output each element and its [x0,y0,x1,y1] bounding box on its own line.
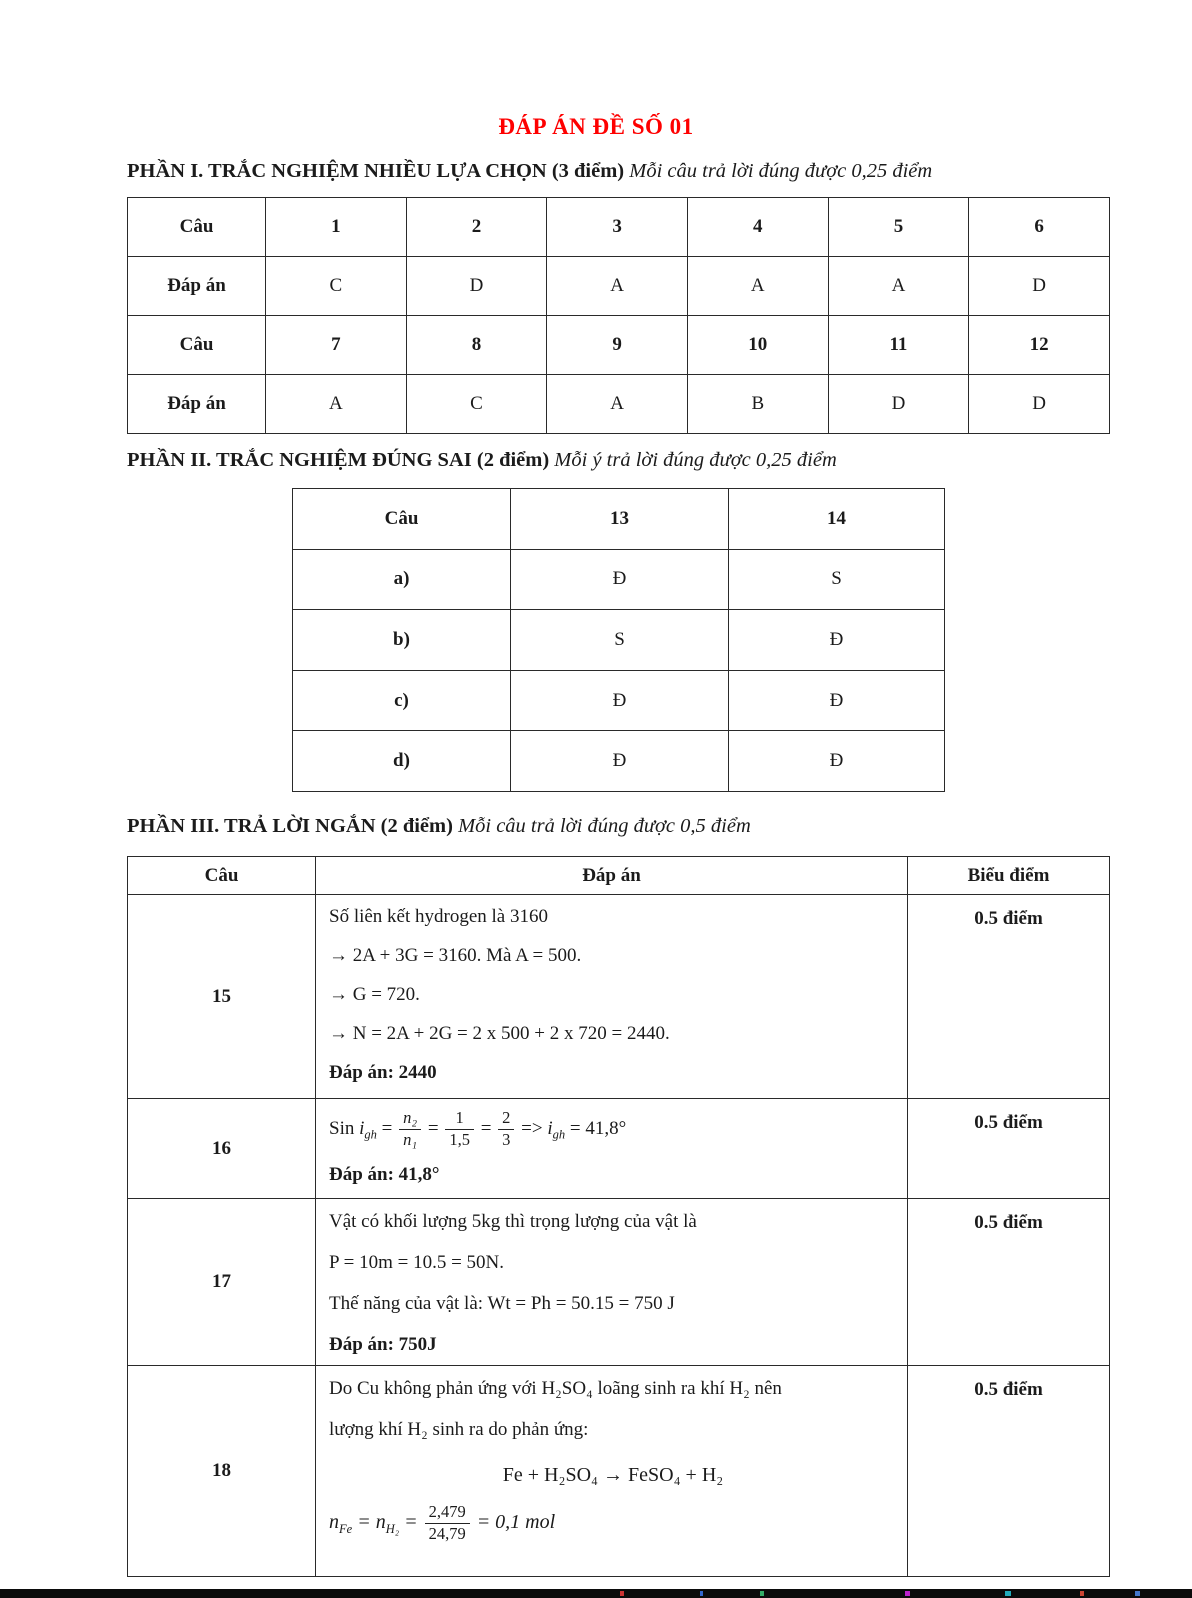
solution-line: Thế năng của vật là: Wt = Ph = 50.15 = 750 J [329,1293,675,1314]
formula-text: = [352,1511,376,1534]
score-cell: 0.5 điểm [908,1099,1110,1199]
table-row [293,489,945,550]
table-row [128,375,1110,434]
table-cell: 5 [828,198,969,257]
part1-heading-italic: Mỗi câu trả lời đúng được 0,25 điểm [629,160,933,182]
answer-cell: Đ [729,610,945,671]
formula-text: i [547,1117,553,1139]
formula-text: => [516,1117,548,1139]
table-cell: 6 [969,198,1110,257]
table-row [128,857,1110,895]
table-cell: Đáp án [128,375,266,434]
table-cell: 14 [729,489,945,550]
part3-heading-bold: PHẦN III. TRẢ LỜI NGẮN (2 điểm) [127,815,453,837]
table-cell: 7 [266,316,407,375]
question-number: 16 [128,1099,316,1199]
table-cell: Đáp án [128,257,266,316]
answer-cell: C [266,257,407,316]
answer-cell: D [969,375,1110,434]
answer-content [316,895,908,1099]
solution-line: Số liên kết hydrogen là 3160 [329,906,548,927]
fraction-denominator: 1,5 [449,1129,470,1149]
answer-content [316,1366,908,1577]
solution-line: Vật có khối lượng 5kg thì trọng lượng của vật là [329,1211,697,1232]
solution-formula [329,1503,897,1544]
final-answer: Đáp án: 2440 [329,1062,437,1083]
part1-heading [127,160,1167,183]
formula-text: = [423,1117,444,1139]
table-cell: 1 [266,198,407,257]
answer-cell: A [266,375,407,434]
answer-cell: S [729,549,945,610]
answer-cell: A [687,257,828,316]
answer-content [316,1199,908,1366]
formula-sub: Fe [339,1522,353,1537]
table-cell: 13 [511,489,729,550]
formula-text: = [399,1511,423,1534]
question-number: 18 [128,1366,316,1577]
answer-cell: D [828,375,969,434]
table-cell: Đáp án [316,857,908,895]
table-cell: 9 [547,316,688,375]
answer-cell: D [406,257,547,316]
answer-content [316,1099,908,1199]
solution-line: P = 10m = 10.5 = 50N. [329,1252,505,1273]
answer-cell: Đ [511,549,729,610]
part3-heading [127,815,1167,838]
answer-cell: S [511,610,729,671]
score-cell: 0.5 điểm [908,895,1110,1099]
bar-speck [620,1591,624,1596]
bottom-edge-bar [0,1589,1192,1598]
page-title: ĐÁP ÁN ĐỀ SỐ 01 [498,114,694,139]
table-row [293,549,945,610]
answer-cell: C [406,375,547,434]
table-row [293,731,945,792]
score-cell: 0.5 điểm [908,1366,1110,1577]
table-cell: 8 [406,316,547,375]
answer-cell: B [687,375,828,434]
formula-text: i [359,1117,365,1139]
fraction-numerator: n₂ [399,1109,421,1130]
fraction-denominator: n₁ [403,1129,418,1149]
formula-sub: H₂ [385,1522,400,1537]
part1-answer-table [127,197,1110,434]
table-cell: a) [293,549,511,610]
table-row-q15 [128,895,1110,1099]
answer-cell: Đ [729,670,945,731]
table-row-q17 [128,1199,1110,1366]
solution-line: Do Cu không phản ứng với H₂SO₄ loãng sinh ra khí H₂ nên [329,1378,782,1399]
formula-sub: gh [364,1127,377,1142]
table-row [293,610,945,671]
part2-heading-italic: Mỗi ý trả lời đúng được 0,25 điểm [554,449,837,471]
bar-speck [1135,1591,1140,1596]
table-cell: 10 [687,316,828,375]
table-row-q18 [128,1366,1110,1577]
formula-sub: gh [552,1127,566,1142]
table-cell: Câu [293,489,511,550]
question-number: 15 [128,895,316,1099]
table-cell: 2 [406,198,547,257]
solution-formula [329,1109,897,1150]
fraction-denominator: 3 [502,1129,511,1149]
fraction [399,1109,421,1150]
bar-speck [1080,1591,1084,1596]
table-cell: 11 [828,316,969,375]
answer-cell: A [547,257,688,316]
bar-speck [1005,1591,1011,1596]
formula-text: Sin [329,1117,360,1139]
formula-text: n [375,1511,386,1534]
formula-text: = [475,1117,497,1139]
table-cell: Biểu điểm [908,857,1110,895]
table-row [128,198,1110,257]
fraction [498,1109,514,1150]
fraction-numerator: 1 [445,1109,474,1130]
table-row [293,670,945,731]
table-cell: 12 [969,316,1110,375]
part2-heading-bold: PHẦN II. TRẮC NGHIỆM ĐÚNG SAI (2 điểm) [127,449,550,471]
table-cell: Câu [128,316,266,375]
part2-heading [127,449,1167,472]
fraction [445,1109,474,1150]
table-cell: Câu [128,198,266,257]
answer-cell: A [828,257,969,316]
table-row [128,257,1110,316]
score-cell: 0.5 điểm [908,1199,1110,1366]
part3-short-answer-table [127,856,1110,1577]
answer-cell: A [547,375,688,434]
fraction-denominator: 24,79 [428,1523,466,1543]
part1-heading-bold: PHẦN I. TRẮC NGHIỆM NHIỀU LỰA CHỌN (3 điểm) [127,160,625,182]
solution-line: → G = 720. [329,984,420,1005]
table-cell: Câu [128,857,316,895]
table-cell: d) [293,731,511,792]
formula-text: = 0,1 mol [471,1511,556,1534]
final-answer: Đáp án: 750J [329,1334,437,1355]
formula-text: n [329,1511,339,1534]
part2-true-false-table [292,488,945,792]
table-row [128,316,1110,375]
bar-speck [700,1591,703,1596]
final-answer: Đáp án: 41,8° [329,1163,440,1185]
solution-line: → N = 2A + 2G = 2 x 500 + 2 x 720 = 2440. [329,1023,670,1044]
table-cell: b) [293,610,511,671]
fraction-numerator: 2,479 [425,1503,470,1524]
bar-speck [760,1591,764,1596]
formula-text: = [376,1117,398,1139]
table-cell: 4 [687,198,828,257]
fraction-numerator: 2 [498,1109,514,1130]
table-row-q16 [128,1099,1110,1199]
solution-line: lượng khí H₂ sinh ra do phản ứng: [329,1419,589,1440]
chemical-equation: Fe + H₂SO₄ → FeSO₄ + H₂ [502,1464,724,1486]
part3-heading-italic: Mỗi câu trả lời đúng được 0,5 điểm [458,815,751,837]
solution-line: → 2A + 3G = 3160. Mà A = 500. [329,945,582,966]
answer-cell: Đ [511,670,729,731]
answer-cell: D [969,257,1110,316]
formula-text: = 41,8° [565,1117,627,1139]
table-cell: c) [293,670,511,731]
bar-speck [905,1591,910,1596]
table-cell: 3 [547,198,688,257]
question-number: 17 [128,1199,316,1366]
answer-cell: Đ [511,731,729,792]
fraction [425,1503,470,1544]
answer-cell: Đ [729,731,945,792]
